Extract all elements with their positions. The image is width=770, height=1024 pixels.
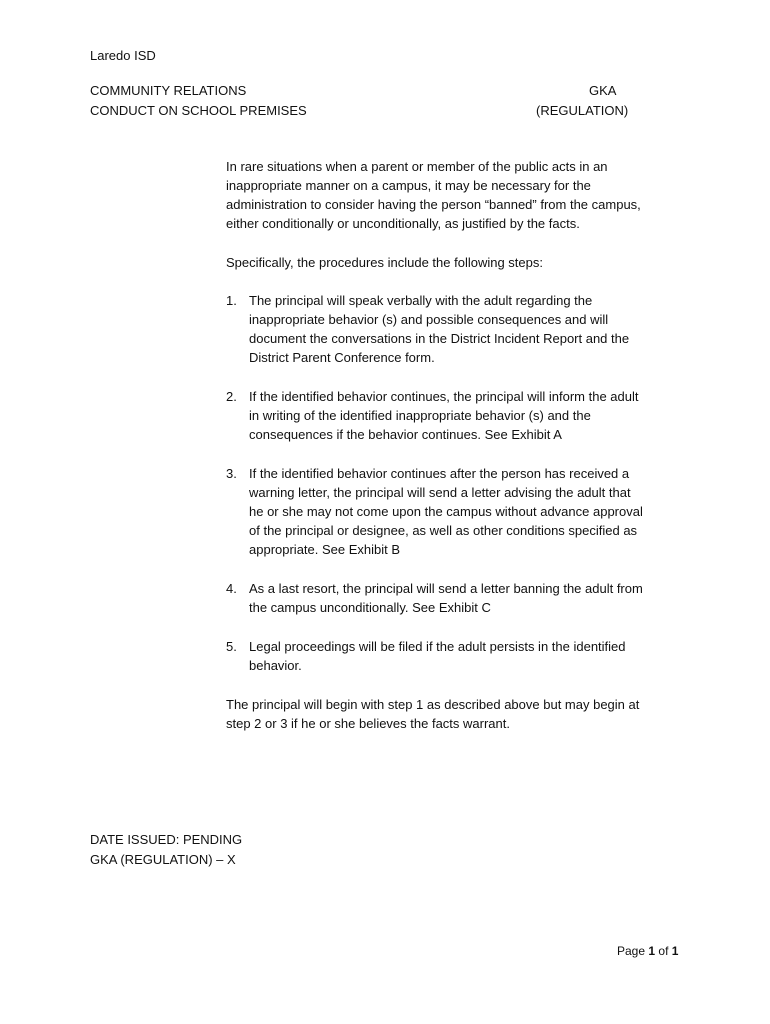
policy-type: (REGULATION): [536, 103, 629, 118]
district-name: Laredo ISD: [90, 48, 156, 63]
step-number: 5.: [226, 639, 237, 654]
section-subtitle: CONDUCT ON SCHOOL PREMISES: [90, 103, 307, 118]
step-text: If the identified behavior continues after the person has received a warning letter, the principal will send a letter advising the adult that he or she may not come upon the campus without advance approval of the principal or designee, as well as other conditions specified as appropriate. See Exhibit B: [249, 466, 643, 557]
step-number: 3.: [226, 466, 237, 481]
intro-paragraph: In rare situations when a parent or member of the public acts in an inappropriate manner on a campus, it may be necessary for the administration to consider having the person “banned” from the campus, either conditionally or unconditionally, as justified by the facts.: [226, 159, 641, 231]
page-label: Page: [617, 944, 646, 958]
steps-list: [226, 291, 686, 675]
date-issued: DATE ISSUED: PENDING: [90, 832, 243, 847]
list-item: [226, 637, 686, 675]
step-text: As a last resort, the principal will send a letter banning the adult from the campus unconditionally. See Exhibit C: [249, 581, 643, 615]
list-item: [226, 464, 686, 559]
step-number: 1.: [226, 293, 237, 308]
step-text: If the identified behavior continues, the principal will inform the adult in writing of the identified inappropriate behavior (s) and the consequences if the behavior continues. See Exhibit A: [249, 389, 639, 442]
list-item: [226, 291, 686, 367]
current-page: 1: [648, 944, 656, 958]
steps-intro: Specifically, the procedures include the following steps:: [226, 255, 543, 270]
page-of-label: of: [658, 944, 669, 958]
step-number: 4.: [226, 581, 237, 596]
step-number: 2.: [226, 389, 237, 404]
total-pages: 1: [671, 944, 679, 958]
section-title: COMMUNITY RELATIONS: [90, 83, 247, 98]
page-indicator: [617, 944, 678, 958]
regulation-code: GKA (REGULATION) – X: [90, 852, 236, 867]
list-item: [226, 579, 686, 617]
step-text: The principal will speak verbally with the adult regarding the inappropriate behavior (s) and possible consequences and will document the conversations in the District Incident Report and the District Parent Conference form.: [249, 293, 630, 365]
step-text: Legal proceedings will be filed if the adult persists in the identified behavior.: [249, 639, 626, 673]
policy-code: GKA: [589, 83, 617, 98]
closing-paragraph: The principal will begin with step 1 as described above but may begin at step 2 or 3 if he or she believes the facts warrant.: [226, 697, 640, 731]
regulation-body: [226, 157, 686, 733]
list-item: [226, 387, 686, 444]
